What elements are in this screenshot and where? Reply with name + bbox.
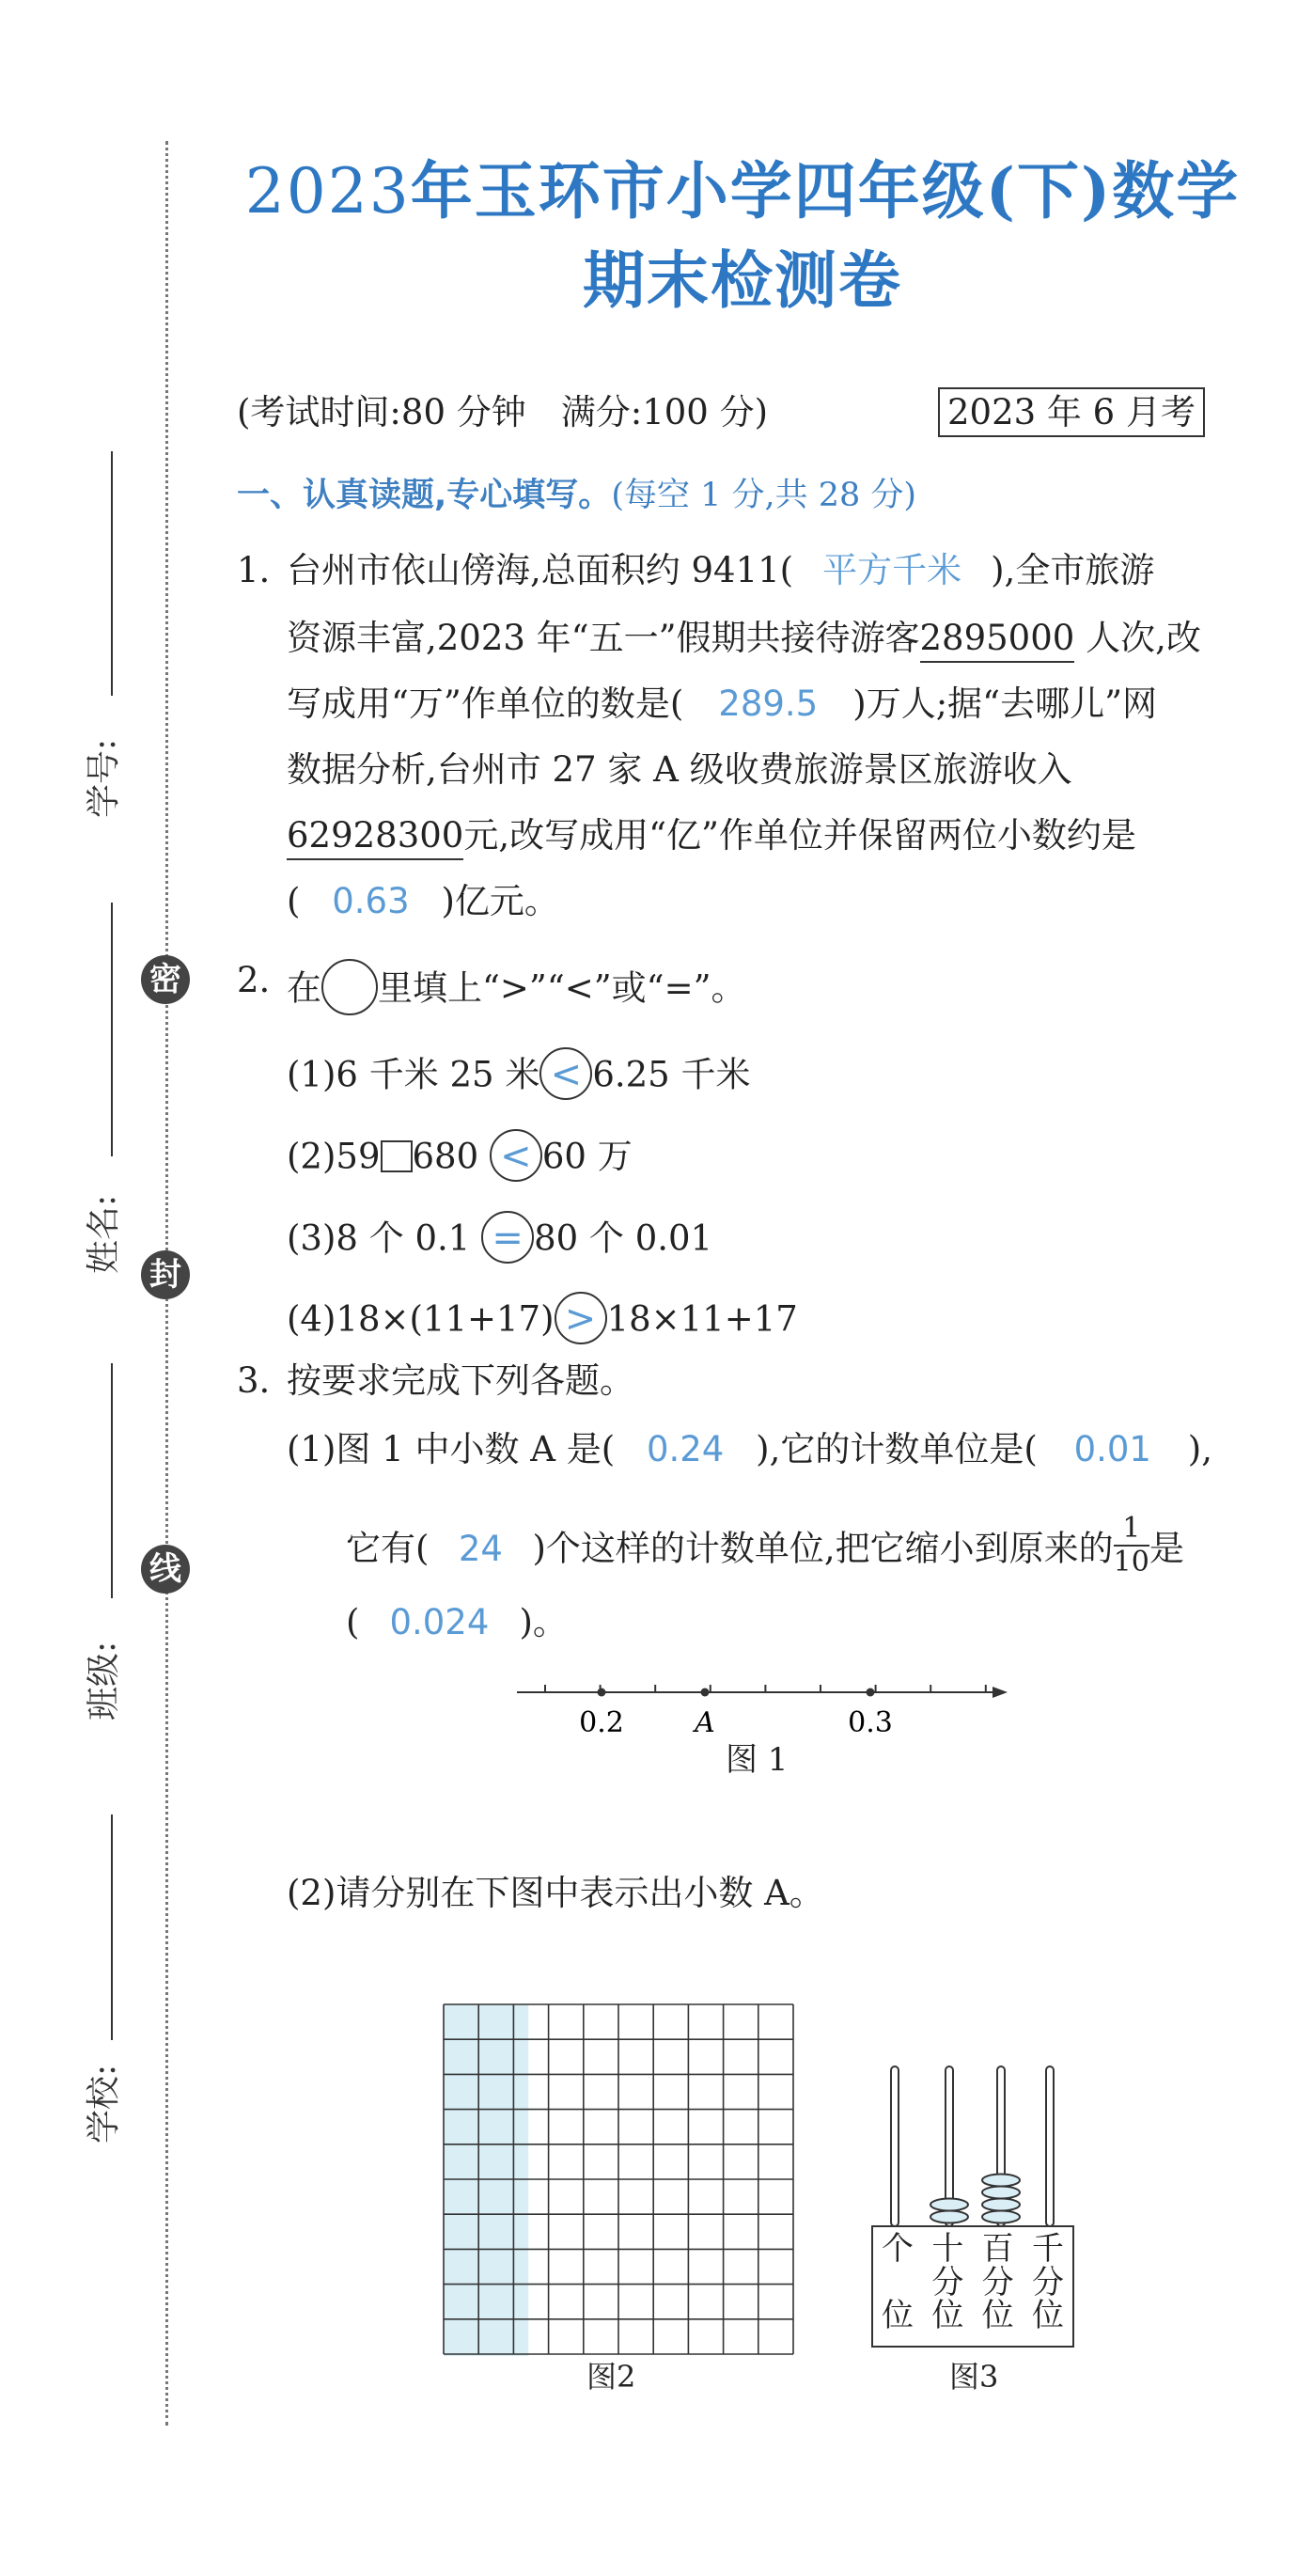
hundred-grid-figure <box>442 2003 799 2358</box>
q1-line5: 62928300元,改写成用“亿”作单位并保留两位小数约是 <box>287 818 1136 853</box>
q3-answer-a: 0.24 <box>646 1429 725 1469</box>
q2-answer-1: < <box>539 1047 592 1100</box>
q3-part1-line1: (1)图 1 中小数 A 是( 0.24 ),它的计数单位是( 0.01 ), <box>287 1429 1212 1469</box>
q2-item-3: (3)8 个 0.1 = 80 个 0.01 <box>287 1215 712 1267</box>
abacus-bead <box>982 2175 1020 2187</box>
student-id-label: 学号: <box>85 738 123 818</box>
q2-item-4: (4)18×(11+17) > 18×11+17 <box>287 1296 798 1348</box>
abacus-label-hundredths: 百 分 位 <box>981 2230 1014 2335</box>
section1-score: (每空 1 分,共 28 分) <box>611 477 917 514</box>
q1-income-number: 62928300 <box>287 815 463 860</box>
q1-visitors-number: 2895000 <box>920 618 1075 663</box>
class-label: 班级: <box>85 1641 123 1720</box>
q2-answer-3: = <box>481 1211 534 1264</box>
seal-mi: 密 <box>141 955 190 1004</box>
page-subtitle: 期末检测卷 <box>583 243 902 317</box>
seal-feng: 封 <box>141 1250 190 1299</box>
q2-item-1: (1)6 千米 25 米 < 6.25 千米 <box>287 1051 750 1104</box>
student-id-line <box>111 451 113 696</box>
name-label: 姓名: <box>85 1194 123 1274</box>
exam-date-box: 2023 年 6 月考 <box>938 387 1205 437</box>
number-line-label-a: A <box>695 1706 715 1739</box>
section1-title: 一、认真读题,专心填写。 <box>237 477 612 514</box>
q1-line4: 数据分析,台州市 27 家 A 级收费旅游景区旅游收入 <box>287 749 1072 790</box>
abacus-bead <box>982 2187 1020 2199</box>
q3-stem: 按要求完成下列各题。 <box>287 1360 634 1401</box>
q2-answer-2: < <box>490 1129 542 1182</box>
q2-answer-4: > <box>555 1292 607 1344</box>
abacus-bead <box>982 2211 1020 2223</box>
fraction-one-tenth: $\frac{1}{10}$ <box>1113 1512 1149 1579</box>
title-line1: 年玉环市小学四年级(下)数学 <box>410 154 1241 228</box>
q1-answer-unit: 平方千米 <box>822 550 962 590</box>
abacus-labels <box>874 2230 1071 2335</box>
section1-heading <box>237 479 916 512</box>
q1-answer-wan: 289.5 <box>718 683 819 724</box>
q3-part2: (2)请分别在下图中表示出小数 A。 <box>287 1873 824 1913</box>
q1-line3: 写成用“万”作单位的数是( 289.5 )万人;据“去哪儿”网 <box>287 683 1157 724</box>
q1-line1: 台州市依山傍海,总面积约 9411( 平方千米 ),全市旅游 <box>287 550 1155 590</box>
name-line <box>111 903 113 1156</box>
number-line-label-0-2: 0.2 <box>579 1706 624 1739</box>
abacus-label-tenths: 十 分 位 <box>931 2230 964 2335</box>
q3-answer-unit: 0.01 <box>1073 1429 1151 1469</box>
q1-line6: ( 0.63 )亿元。 <box>287 881 559 921</box>
digit-box-icon <box>381 1140 413 1172</box>
q2-item-2: (2)59 680 < 60 万 <box>287 1133 633 1186</box>
school-line <box>111 1814 113 2040</box>
q2-number: 2. <box>237 960 271 1000</box>
number-line-point <box>598 1689 606 1697</box>
abacus-rod <box>891 2066 899 2226</box>
number-line-point <box>701 1689 710 1697</box>
grid-shaded-area <box>444 2004 528 2356</box>
seal-xian: 线 <box>141 1545 190 1594</box>
q3-part1-line3: ( 0.024 )。 <box>346 1602 568 1642</box>
title-year: 2023 <box>244 155 411 228</box>
q3-answer-reduced: 0.024 <box>389 1602 490 1642</box>
abacus-rod <box>1046 2066 1054 2226</box>
abacus-bead <box>982 2199 1020 2211</box>
number-line-label-0-3: 0.3 <box>848 1706 893 1739</box>
figure3-caption: 图3 <box>949 2359 999 2395</box>
q1-number: 1. <box>237 550 271 590</box>
number-line-point <box>867 1689 875 1697</box>
abacus-bead <box>930 2211 968 2223</box>
exam-time-score: (考试时间:80 分钟 满分:100 分) <box>237 392 769 432</box>
q3-number: 3. <box>237 1360 271 1401</box>
abacus-label-thousandths: 千 分 位 <box>1031 2230 1064 2335</box>
figure2-caption: 图2 <box>586 2359 636 2395</box>
class-line <box>111 1363 113 1598</box>
q1-answer-yi: 0.63 <box>332 881 410 921</box>
abacus-label-ones: 个 位 <box>882 2230 914 2335</box>
q3-part1-line2: 它有( 24 )个这样的计数单位,把它缩小到原来的 $\frac{1}{10}$ 是 <box>346 1512 1184 1579</box>
figure1-caption: 图 1 <box>726 1741 789 1779</box>
q1-line2: 资源丰富,2023 年“五一”假期共接待游客2895000 人次,改 <box>287 620 1201 655</box>
q2-stem: 在 里填上“>”“<”或“=”。 <box>287 963 746 1019</box>
empty-circle-icon <box>321 959 378 1015</box>
school-label: 学校: <box>85 2064 123 2144</box>
abacus-bead <box>930 2199 968 2211</box>
page-title <box>216 141 1269 230</box>
q3-answer-count: 24 <box>458 1528 503 1569</box>
